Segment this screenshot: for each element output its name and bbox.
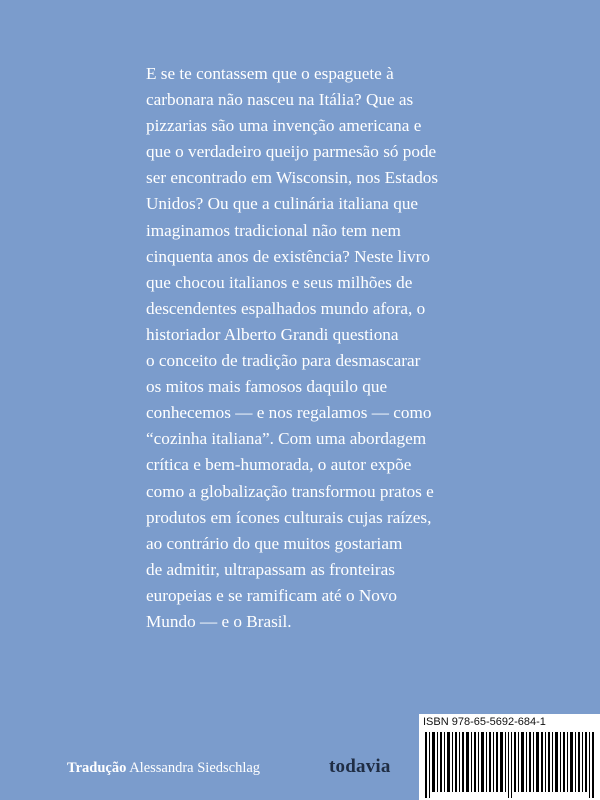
barcode-icon [425, 732, 595, 798]
blurb-line: E se te contassem que o espaguete à [146, 64, 394, 83]
blurb-line: Unidos? Ou que a culinária italiana que [146, 194, 419, 214]
blurb-line: imaginamos tradicional não tem nem [146, 220, 401, 240]
blurb-line: que o verdadeiro queijo parmesão só pode [146, 142, 437, 162]
blurb-line: como a globalização transformou pratos e [146, 481, 434, 501]
blurb-line: europeias e se ramificam até o Novo [146, 585, 398, 605]
blurb-line: “cozinha italiana”. Com uma abordagem [146, 429, 427, 449]
translation-label: Tradução [67, 760, 127, 776]
translator-name: Alessandra Siedschlag [129, 760, 261, 776]
blurb-line: descendentes espalhados mundo afora, o [146, 298, 426, 318]
publisher-logo: todavia [329, 756, 391, 777]
blurb-line: carbonara não nasceu na Itália? Que as [146, 90, 414, 110]
back-cover-blurb [146, 61, 454, 635]
blurb-line: conhecemos — e nos regalamos — como [146, 403, 432, 423]
blurb-line: historiador Alberto Grandi questiona [146, 324, 399, 344]
blurb-line: de admitir, ultrapassam as fronteiras [146, 559, 395, 579]
blurb-line: crítica e bem-humorada, o autor expõe [146, 455, 412, 475]
blurb-line: o conceito de tradição para desmascarar [146, 351, 421, 371]
blurb-line: Mundo — e o Brasil. [146, 611, 292, 631]
blurb-line: os mitos mais famosos daquilo que [146, 377, 388, 397]
translator-credit [67, 758, 260, 778]
blurb-line: que chocou italianos e seus milhões de [146, 272, 413, 292]
blurb-line: pizzarias são uma invenção americana e [146, 116, 422, 136]
blurb-line: cinquenta anos de existência? Neste livro [146, 246, 430, 266]
blurb-line: ao contrário do que muitos gostariam [146, 533, 403, 553]
barcode-panel [419, 714, 600, 800]
isbn-number: ISBN 978-65-5692-684-1 [423, 716, 546, 728]
blurb-line: produtos em ícones culturais cujas raízes, [146, 507, 432, 527]
blurb-line: ser encontrado em Wisconsin, nos Estados [146, 168, 439, 188]
